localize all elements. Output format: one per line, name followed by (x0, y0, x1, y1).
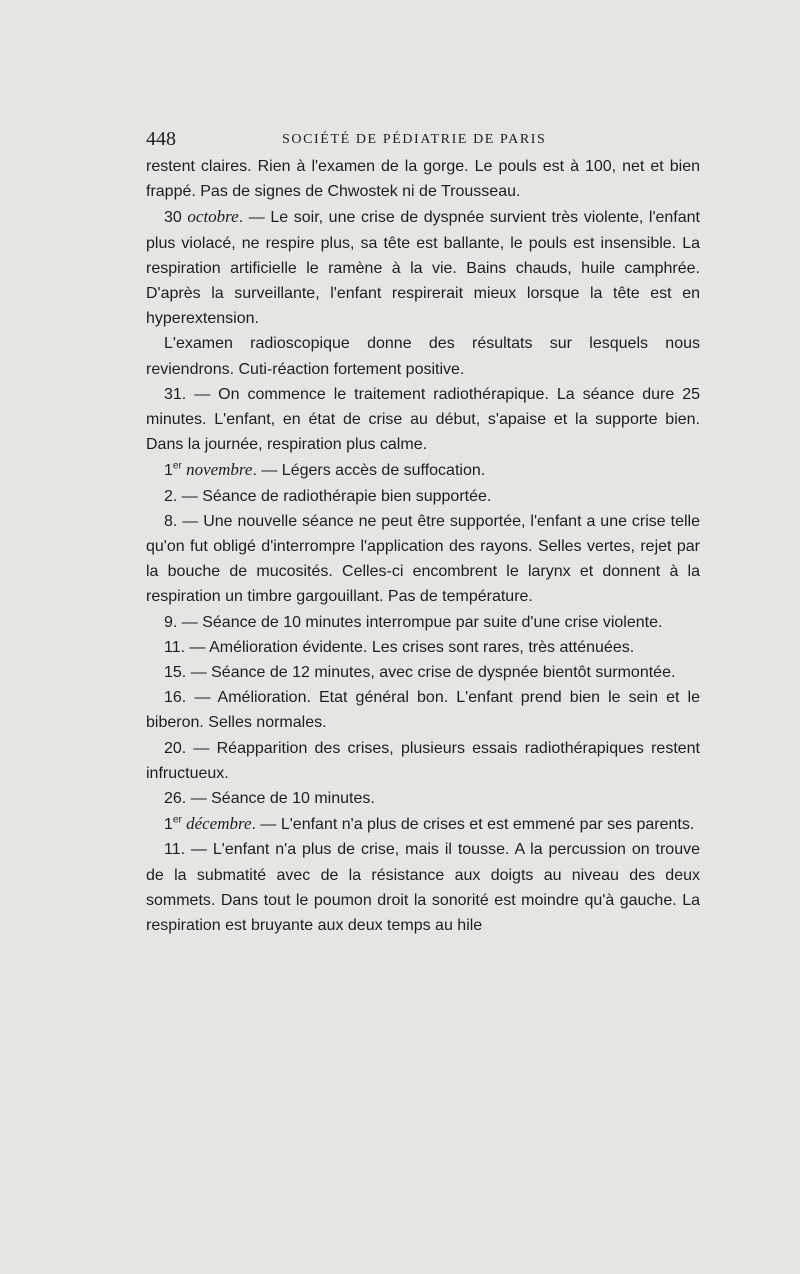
page-header (146, 128, 700, 154)
paragraph: 9. — Séance de 10 minutes interrompue par suite d'une crise violente. (164, 613, 663, 631)
paragraph (146, 811, 700, 837)
paragraph: L'examen radioscopique donne des résultats sur lesquels nous reviendrons. Cuti-réaction fortement positive. (146, 335, 700, 378)
date-number: 1 (164, 462, 173, 480)
paragraph: 15. — Séance de 12 minutes, avec crise de dyspnée bientôt surmontée. (164, 664, 676, 682)
body-text (146, 154, 700, 938)
paragraph: 2. — Séance de radiothérapie bien supportée. (164, 487, 492, 505)
date-month: octobre (187, 207, 239, 227)
page-number: 448 (146, 128, 176, 150)
date-number: 1 (164, 816, 173, 834)
paragraph: 11. — L'enfant n'a plus de crise, mais il tousse. A la percussion on trouve de la submatité avec de la résistance aux doigts au niveau des deux sommets. Dans tout le poumon droit la sonorité est moindre qu'à gauche. La respiration est bruyante aux deux temps au hile (146, 841, 700, 935)
date-month: novembre (181, 460, 253, 480)
date-number: 30 (164, 209, 188, 227)
running-title: SOCIÉTÉ DE PÉDIATRIE DE PARIS (282, 132, 547, 147)
paragraph: restent claires. Rien à l'examen de la gorge. Le pouls est à 100, net et bien frappé. Pas de signes de Chwostek ni de Trousseau. (146, 158, 700, 201)
paragraph: 20. — Réapparition des crises, plusieurs essais radiothérapiques restent infructueux. (146, 739, 700, 782)
paragraph: 16. — Amélioration. Etat général bon. L'enfant prend bien le sein et le biberon. Selles normales. (146, 689, 700, 732)
date-superscript: er (172, 814, 182, 826)
paragraph: 31. — On commence le traitement radiothérapique. La séance dure 25 minutes. L'enfant, en état de crise au début, s'apaise et la supporte bien. Dans la journée, respiration plus calme. (146, 385, 700, 454)
date-month: décembre (181, 814, 252, 834)
paragraph: 8. — Une nouvelle séance ne peut être supportée, l'enfant a une crise telle qu'on fut obligé d'interrompre l'application des rayons. Selles vertes, rejet par la bouche de mucosités. Celles-ci encombrent le larynx et donnent à la respiration un timbre gargouillant. Pas de température. (146, 512, 700, 606)
paragraph (146, 457, 700, 483)
date-superscript: er (172, 461, 182, 473)
paragraph: 11. — Amélioration évidente. Les crises sont rares, très atténuées. (164, 638, 635, 656)
paragraph-text: . — Le soir, une crise de dyspnée survient très violente, l'enfant plus violacé, ne respire plus, sa tête est ballante, le pouls est insensible. La respiration artificielle le ramène à la vie. Bains chauds, huile camphrée. D'après la surveillante, l'enfant respirerait mieux lorsque la tête est en hyperextension. (146, 209, 700, 328)
paragraph (146, 204, 700, 331)
paragraph-text: . — L'enfant n'a plus de crises et est emmené par ses parents. (251, 816, 695, 834)
paragraph: 26. — Séance de 10 minutes. (164, 790, 375, 808)
paragraph-text: . — Légers accès de suffocation. (252, 462, 486, 480)
